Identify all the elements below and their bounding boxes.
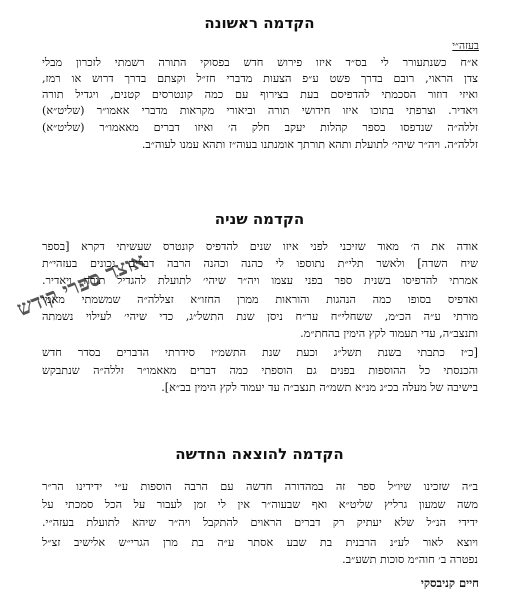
- section3-line-3: ידידי הנ״ל שלא יעתיק רק דברים הראוים להתקבל ויה״ר שיהא לתועלת בעזה״י.: [42, 516, 478, 529]
- section2-line-6: ותנצב״ה, עדי תעמוד לקץ הימין בהחת״מ.: [300, 327, 478, 340]
- section1-line-3: ואיזי דוזור הסכמתי להדפיסם בעת בצירוף עם כמה קונטרסים קטנים, ויגדיל תורה: [42, 88, 478, 101]
- section1-preface: בעזה״י: [452, 40, 479, 52]
- section3-line-1: ב״ה שזכינו שיו״ל ספר זה במהדורה חדשה עם הרבה הוספות ע״י ידידינו הר״ר: [42, 480, 478, 493]
- section2-line-1: אודה את ה׳ מאוד שזיכני לפני איזו שנים להדפיס קונטרס שעשיתי דקרא [בספר: [42, 240, 478, 253]
- section2-line-7: [כ״ז כתבתי בשנת תשל״ג וכעת שנת התשמ״ז סידרתי הדברים בסדר חדש: [42, 346, 478, 359]
- section2-line-5: מורתי ע״ה הכ״מ, ששחלי״ח ער״ח ניסן שנת התשל״ג, כדי שיהי׳ לעילוי נשמתה: [42, 310, 478, 323]
- section1-line-4: ויאדיר. וצרפתי בתוכו איזו חידושי תורה וביאורי מקראות מדברי אאמו״ר (שליט״א): [42, 104, 478, 117]
- signature: חיים קניבסקי: [420, 576, 479, 590]
- section2-line-9: בישיבה של מעלה בכ״ג מנ״א תשמ״ה תנצב״ה עד יעמוד לקץ הימין בב״א].: [161, 381, 478, 394]
- section1-line-2: צדן הראוי, רובם בדרך פשט ע״פ הצעות מדברי חז״ל וקצתם בדרך דרוש או רמז,: [42, 72, 478, 85]
- section1-title: הקדמה ראשונה: [204, 14, 315, 32]
- section2-line-2: שיח השדה] ולאשר תלי״ת נתוספו לי כהנה וכהנה הרבה דברים נכונים בעזהי״ת: [42, 257, 478, 270]
- section3-line-4: ויוצא לאור לע״נ הרבנית בת שבע אסתר ע״ה בת מרן הגרי״ש אלישיב זצ״ל: [42, 536, 478, 549]
- section1-line-6: זללה״ה. ויה״ר שיהי׳ לתועלת ותהא תורתך אומנתנו בעוה״ז ותהא עמנו לעוה״ב.: [141, 138, 478, 151]
- section3-line-5: נפטרה ב׳ חוה״מ סוכות תשע״ב.: [342, 553, 478, 566]
- section3-line-2: משה שמעון גרליץ שליט״א ואף שבעוה״ר אין לי זמן לעבור על הכל סמכתי על: [42, 498, 478, 511]
- section2-line-3: אמרתי להדפיסו בשנית ספר בפני עצמו ויה״ר שיהי׳ לתועלת להגדיל תורה ויאדיר.: [42, 274, 478, 287]
- section1-line-1: א״ח כשנתעורר לי בס״ד איזו פירוש חדש בפסוקי התורה רשמתי לזכרון מבלי: [42, 56, 478, 69]
- section1-line-5: זללה״ה שנדפסו בספר קהלות יעקב חלק ה׳ ואיזו דברים מאאמו״ר (שליט״א): [42, 121, 478, 134]
- section2-line-8: והכנסתי כל ההוספות בפנים גם הוספתי כמה דברים מאאמו״ר זללה״ה שנתבקש: [42, 364, 478, 377]
- stamp-text: אוצר ספרי קודש: [13, 246, 149, 321]
- section2-title: הקדמה שניה: [214, 210, 305, 228]
- section3-title: הקדמה להוצאה החדשה: [175, 445, 344, 463]
- section2-line-4: ואדפיס בסופו כמה הנהגות והוראות ממרן החזו״א זצללה״ה שמשמתי מאמי: [42, 293, 478, 306]
